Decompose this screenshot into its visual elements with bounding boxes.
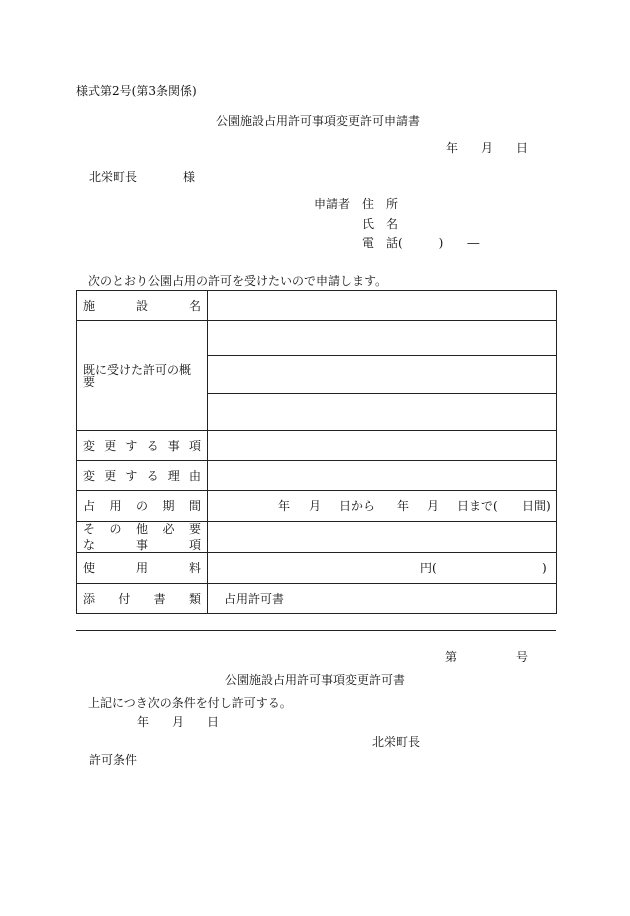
label-char: の: [109, 522, 122, 536]
period-day-to: 日まで(: [457, 499, 498, 513]
period-year-1: 年: [278, 499, 291, 513]
change-reason-field[interactable]: [208, 461, 557, 491]
honorific: 様: [183, 170, 196, 184]
prior-permit-field-2[interactable]: [208, 356, 557, 394]
label-char: す: [125, 468, 138, 483]
label-char: 占: [83, 499, 96, 513]
permit-date-year: 年: [137, 715, 150, 729]
label-char: 施: [83, 298, 96, 313]
label-char: 事: [135, 538, 148, 552]
label-char: 添: [83, 591, 96, 606]
change-reason-label: [77, 461, 208, 491]
label-char: 書: [153, 591, 166, 606]
applicant-label: 申請者: [314, 197, 351, 211]
application-table: [76, 290, 557, 614]
label-char: 類: [188, 591, 201, 606]
facility-name-label: [77, 291, 208, 321]
label-char: の: [135, 499, 148, 513]
permit-issuer: 北栄町長: [372, 735, 421, 749]
label-char: 用: [109, 499, 122, 513]
label-char: 要: [188, 522, 201, 536]
phone-label: 電 話( ) ―: [362, 236, 480, 250]
label-char: 期: [162, 499, 175, 513]
label-char: る: [146, 468, 159, 483]
attachments-label: [77, 584, 208, 614]
section-divider: [76, 630, 556, 631]
row-attachments: [77, 584, 557, 614]
row-change-reason: [77, 461, 557, 491]
label-char: す: [125, 438, 138, 453]
date-year: 年: [446, 141, 459, 155]
label-char: 変: [83, 438, 96, 453]
row-occupancy-period: [77, 491, 557, 522]
period-field[interactable]: [208, 491, 557, 522]
label-char: 更: [104, 438, 117, 453]
label-char: 料: [188, 561, 201, 575]
row-facility-name: [77, 291, 557, 321]
period-day-from: 日から: [339, 499, 376, 513]
change-item-label: [77, 431, 208, 461]
label-char: 間: [188, 499, 201, 513]
period-days: 日間): [522, 499, 551, 513]
label-char: 他: [135, 522, 148, 536]
other-required-field[interactable]: [208, 522, 557, 553]
intro-text: 次のとおり公園占用の許可を受けたいので申請します。: [88, 274, 388, 288]
label-char: 由: [188, 468, 201, 483]
label-char: 使: [83, 561, 96, 575]
row-prior-permit: [77, 321, 557, 356]
date-month: 月: [481, 141, 494, 155]
permit-number-prefix: 第: [445, 650, 458, 664]
label-char: 付: [118, 591, 131, 606]
label-char: 用: [135, 561, 148, 575]
addressee: 北栄町長: [89, 170, 138, 184]
permit-date-month: 月: [172, 715, 185, 729]
period-label: [77, 491, 208, 522]
fee-label: [77, 553, 208, 584]
period-month-1: 月: [309, 499, 322, 513]
label-char: な: [83, 538, 96, 552]
permit-number-suffix: 号: [516, 650, 529, 664]
label-char: 設: [135, 298, 148, 313]
permit-title: 公園施設占用許可事項変更許可書: [225, 673, 406, 687]
address-label: 住 所: [362, 197, 399, 211]
row-usage-fee: [77, 553, 557, 584]
permit-text: 上記につき次の条件を付し許可する。: [88, 696, 292, 710]
prior-permit-field-3[interactable]: [208, 394, 557, 431]
label-char: 必: [162, 522, 175, 536]
fee-close: ): [542, 561, 547, 575]
permit-date-day: 日: [207, 715, 220, 729]
label-char: 更: [104, 468, 117, 483]
prior-permit-field-1[interactable]: [208, 321, 557, 356]
label-char: 理: [167, 468, 180, 483]
label-char: 名: [188, 298, 201, 313]
row-other-required: [77, 522, 557, 553]
period-month-2: 月: [427, 499, 440, 513]
label-char: 項: [188, 538, 201, 552]
period-year-2: 年: [397, 499, 410, 513]
other-required-label: [77, 522, 208, 553]
label-char: 事: [167, 438, 180, 453]
change-item-field[interactable]: [208, 431, 557, 461]
label-char: る: [146, 438, 159, 453]
label-char: 変: [83, 468, 96, 483]
name-label: 氏 名: [362, 217, 399, 231]
row-change-item: [77, 431, 557, 461]
attachments-value: 占用許可書: [208, 584, 557, 614]
facility-name-field[interactable]: [208, 291, 557, 321]
date-day: 日: [516, 141, 529, 155]
label-char: 項: [188, 438, 201, 453]
form-number: 様式第2号(第3条関係): [76, 84, 197, 98]
document-title: 公園施設占用許可事項変更許可申請書: [216, 114, 421, 128]
prior-permit-label: 既に受けた許可の概要: [77, 321, 208, 431]
fee-yen: 円(: [420, 561, 437, 575]
fee-field[interactable]: [208, 553, 557, 584]
label-char: そ: [83, 522, 96, 536]
permit-conditions-label: 許可条件: [89, 753, 138, 767]
